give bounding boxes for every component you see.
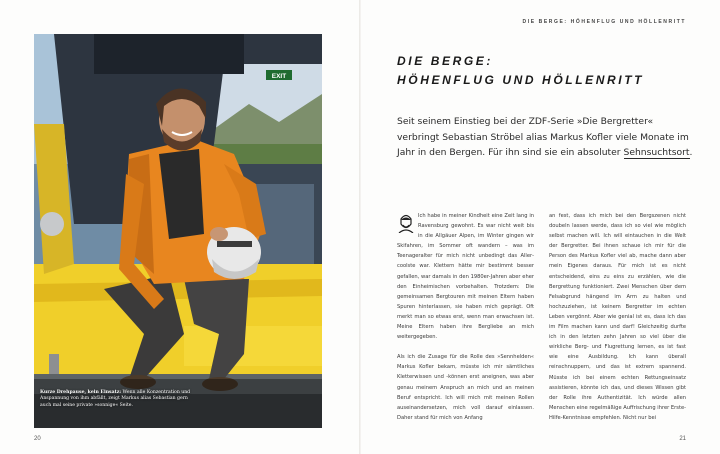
caption-text: Wenn alle Konzentration und Anspannung von ihm abfällt, zeigt Markus alias Sebastian gern auch mal seine private »sonnige« Seite. — [40, 390, 191, 408]
running-head: DIE BERGE: HÖHENFLUG UND HÖLLENRITT — [522, 19, 686, 25]
page-number-left: 20 — [34, 436, 41, 442]
body-column-2 — [549, 211, 686, 423]
lead-text: Seit seinem Einstieg bei der ZDF-Serie »Die Bergretter« verbringt Sebastian Ströbel alias Markus Kofler viele Monate im Jahr in den Bergen. Für ihn sind sie ein absoluter — [397, 116, 689, 159]
exit-sign-text: EXIT — [271, 73, 287, 80]
gutter — [359, 0, 361, 454]
body-paragraph: Ich habe in meiner Kindheit eine Zeit lang in Ravensburg gewohnt. Es war nicht weit bis in die Allgäuer Alpen, im Winter gingen wir Skifahren, im Sommer oft wandern – was im Teenageralter für mich nicht unbedingt das Allercoolste war. Klettern hätte mir bestimmt besser gefallen, war damals in den 1980er-Jahren aber eher den Einheimischen vorbehalten. Trotzdem: Die gemeinsamen Bergtouren mit meinen Eltern haben Spuren hinterlassen, sie haben mich geprägt. Oft merkt man so etwas erst, wenn man erwachsen ist. Meine Eltern haben ihre Bergliebe an mich weitergegeben. — [397, 213, 534, 341]
photo-caption — [40, 390, 200, 409]
body-paragraph: Als ich die Zusage für die Rolle des »Sennhelden« Markus Kofler bekam, müsste ich mir sämtliches Kletterwissen und -können erst aneignen, was aber genau meinem Anspruch an mich und an meinen Beruf entspricht. Ich will mich mit meinen Rollen auseinandersetzen, mich voll darauf einlassen. Daher stand für mich von Anfang — [397, 354, 534, 421]
chapter-title — [397, 52, 687, 90]
photo-helicopter-portrait — [34, 34, 322, 428]
chapter-title-line-1: DIE BERGE: — [397, 54, 494, 68]
lead-highlight: Sehnsuchtsort — [623, 147, 690, 159]
chapter-title-line-2: HÖHENFLUG UND HÖLLENRITT — [397, 73, 645, 87]
page-number-right: 21 — [679, 436, 686, 442]
body-column-1 — [397, 211, 534, 423]
lead-end: . — [689, 147, 693, 159]
caption-bold: Kurze Drehpause, kein Einsatz: — [40, 390, 122, 395]
lead-paragraph — [397, 114, 697, 161]
body-paragraph: an fest, dass ich mich bei den Bergszenen nicht doubeln lassen werde, dass ich so viel wie möglich selbst machen will. Ich will eintauchen in die Welt der Bergretter. Bei ihnen schaue ich mir für die Person des Markus Kofler viel ab, mache dann aber mein Eigenes daraus. Für mich ist es nicht entscheidend, eins zu eins zu erzählen, wie die Bergrettung funktioniert. Zwei Menschen über dem Felsabgrund hängend im Arm zu halten und hochzuziehen, ist keinem Bergretter im echten Leben vergönnt. Aber wie genial ist es, dass ich das im Film machen kann und darf! Gleichzeitig durfte ich in den letzten zehn Jahren so viel über die wirkliche Berg- und Flugrettung lernen, es ist fast wie eine Ausbildung. Ich kann überall reinschnuppern, und das ist extrem spannend. Müsste ich bei einem echten Rettungseinsatz assistieren, könnte ich das, und dieses Wissen gibt der Rolle ihre Authentizität. Ich würde allen Menschen eine regelmäßige Auffrischung ihrer Erste-Hilfe-Kenntnisse empfehlen. Nicht nur bei — [549, 213, 686, 421]
photo-illustration — [34, 34, 322, 428]
portrait-sketch-icon — [397, 211, 415, 233]
